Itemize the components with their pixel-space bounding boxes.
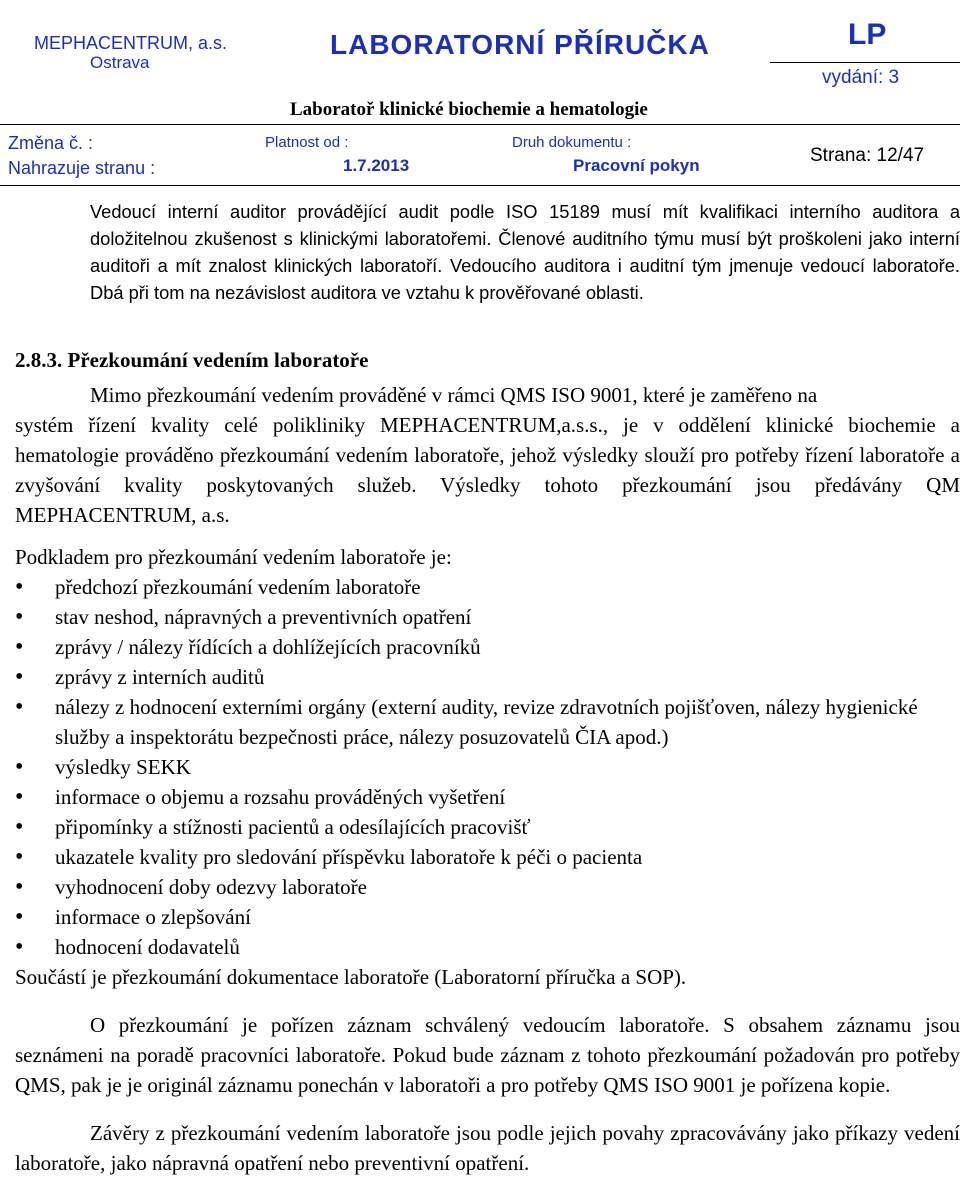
list-item: • informace o objemu a rozsahu prováděných vyšetření [15, 782, 960, 812]
record-paragraph: O přezkoumání je pořízen záznam schválený vedoucím laboratoře. S obsahem záznamu jsou seznámeni na poradě pracovníci laboratoře. Pokud bude záznam z tohoto přezkoumání požadován pro potřeby QMS, pak je je originál záznamu ponechán v laboratoři a pro potřeby QMS ISO 9001 je pořízena kopie. [15, 1013, 960, 1097]
department-subtitle: Laboratoř klinické biochemie a hematologie [290, 99, 648, 120]
basis-intro: Podkladem pro přezkoumání vedením laboratoře je: [15, 545, 452, 569]
after-list-text: Součástí je přezkoumání dokumentace laboratoře (Laboratorní příručka a SOP). [15, 965, 687, 989]
list-item: • hodnocení dodavatelů [15, 932, 960, 962]
list-item: • informace o zlepšování [15, 902, 960, 932]
list-item: • výsledky SEKK [15, 752, 960, 782]
valid-value: 1.7.2013 [343, 156, 410, 175]
list-item: • ukazatele kvality pro sledování příspěvku laboratoře k péči o pacienta [15, 842, 960, 872]
section-heading [15, 348, 960, 372]
valid-label: Platnost od : [265, 134, 349, 151]
section-title: 2.8.3. Přezkoumání vedením laboratoře [15, 348, 369, 372]
company-city: Ostrava [90, 53, 150, 72]
document-title: LABORATORNÍ PŘÍRUČKA [330, 29, 710, 60]
section-body [15, 380, 960, 530]
list-item: • vyhodnocení doby odezvy laboratoře [15, 872, 960, 902]
replaces-label: Nahrazuje stranu : [8, 158, 156, 178]
section-body-rest: systém řízení kvality celé polikliniky MEPHACENTRUM,a.s.s., je v oddělení klinické biochemie a hematologie prováděno přezkoumání vedením laboratoře, jehož výsledky slouží pro potřeby řízení laboratoře a zvyšování kvality poskytovaných služeb. Výsledky tohoto přezkoumání jsou předávány QM MEPHACENTRUM, a.s. [15, 413, 960, 527]
list-item: • zprávy / nálezy řídících a dohlížejících pracovníků [15, 632, 960, 662]
list-item: • připomínky a stížnosti pacientů a odesílajících pracovišť [15, 812, 960, 842]
intro-paragraph: Vedoucí interní auditor provádějící audit podle ISO 15189 musí mít kvalifikaci interního auditora a doložitelnou zkušenost s klinickými laboratořemi. Členové auditního týmu musí být proškoleni jako interní auditoři a mít znalost klinických laboratoří. Vedoucího auditora i auditní tým jmenuje vedoucí laboratoře. Dbá při tom na nezávislost auditora ve vztahu k prověřované oblasti. [90, 201, 960, 303]
document-header [0, 0, 960, 186]
edition-label: vydání: 3 [822, 67, 900, 88]
header-rule-bottom [0, 185, 960, 186]
list-item: • nálezy z hodnocení externími orgány (externí audity, revize zdravotních pojišťoven, nálezy hygienické služby a inspektorátu bezpečnosti práce, nálezy posuzovatelů ČIA apod.) [15, 692, 960, 752]
list-item: • stav neshod, nápravných a preventivních opatření [15, 602, 960, 632]
list-item: • zprávy z interních auditů [15, 662, 960, 692]
basis-list [15, 572, 960, 962]
page-number: Strana: 12/47 [810, 145, 925, 166]
list-item: • předchozí přezkoumání vedením laboratoře [15, 572, 960, 602]
section-body-first-line: Mimo přezkoumání vedením prováděné v rámci QMS ISO 9001, které je zaměřeno na [90, 383, 818, 407]
header-rule-top [770, 62, 960, 63]
conclusion-paragraph: Závěry z přezkoumání vedením laboratoře jsou podle jejich povahy zpracovávány jako příkazy vedení laboratoře, jako nápravná opatření nebo preventivní opatření. [15, 1121, 960, 1175]
header-rule-mid [0, 124, 960, 125]
doctype-label: Druh dokumentu : [512, 134, 632, 151]
document-body [15, 198, 960, 1178]
document-code: LP [848, 18, 887, 51]
change-label: Změna č. : [8, 133, 94, 153]
doctype-value: Pracovní pokyn [573, 156, 700, 175]
company-name: MEPHACENTRUM, a.s. [34, 33, 228, 53]
